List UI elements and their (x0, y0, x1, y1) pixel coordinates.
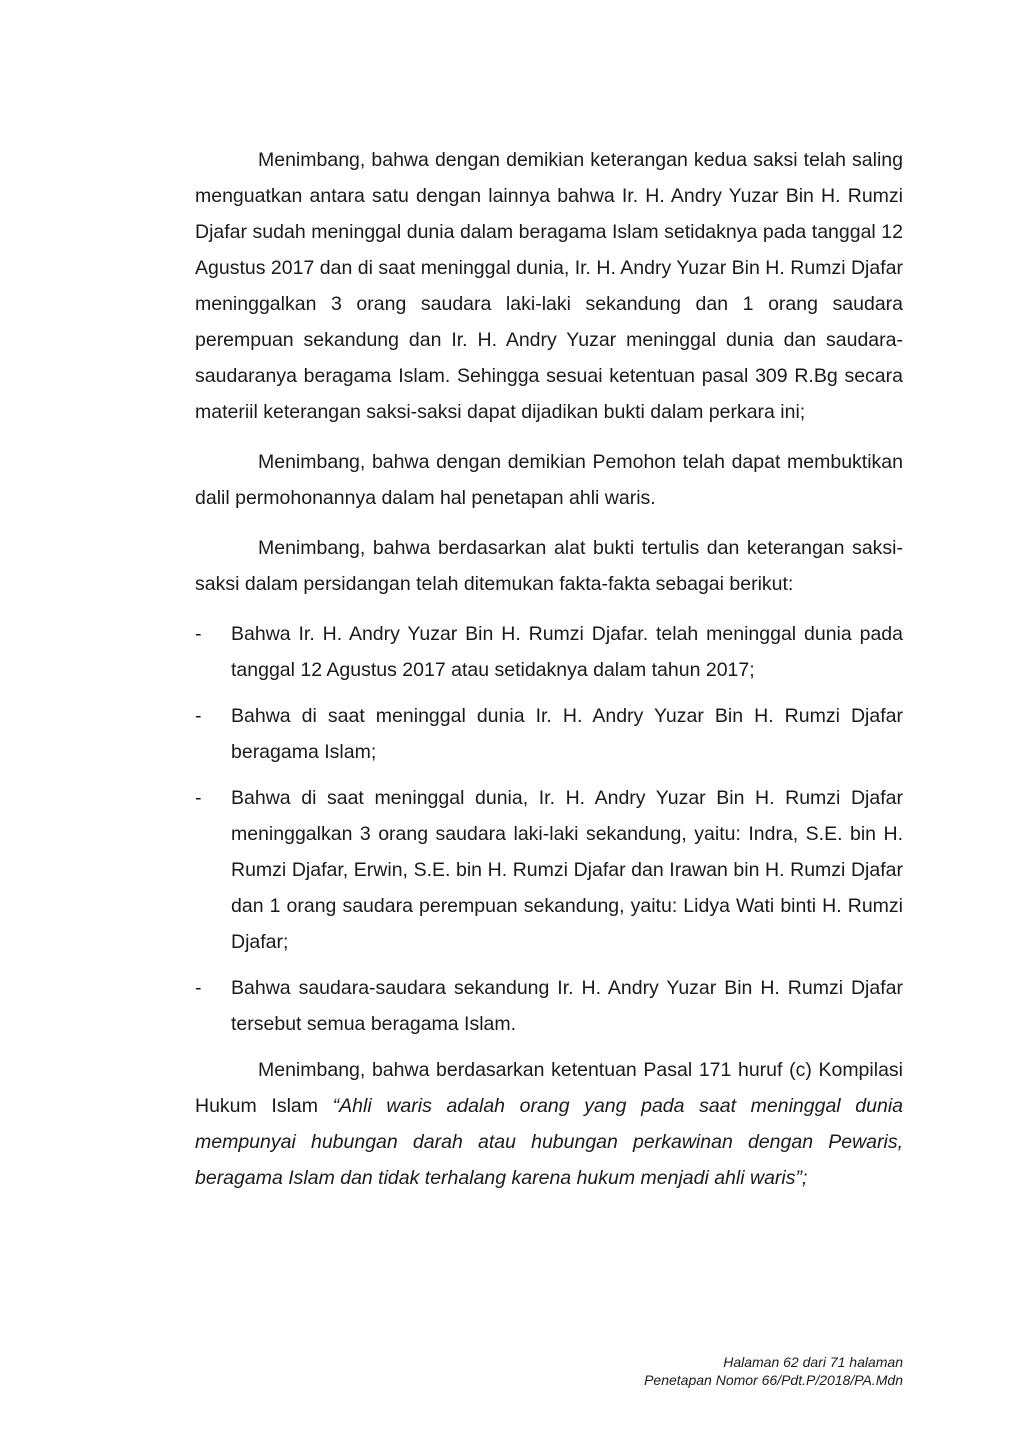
fact-item (195, 698, 903, 770)
document-body (195, 142, 903, 1210)
fact-text: Bahwa Ir. H. Andry Yuzar Bin H. Rumzi Djafar. telah meninggal dunia pada tanggal 12 Agustus 2017 atau setidaknya dalam tahun 2017; (231, 623, 903, 681)
bullet-dash: - (195, 705, 202, 727)
fact-item (195, 616, 903, 688)
bullet-dash: - (195, 787, 202, 809)
paragraph-legal-basis (195, 1052, 903, 1196)
page-footer (644, 1353, 903, 1389)
paragraph-facts-intro: Menimbang, bahwa berdasarkan alat bukti tertulis dan keterangan saksi-saksi dalam persidangan telah ditemukan fakta-fakta sebagai berikut: (195, 537, 903, 595)
fact-text: Bahwa di saat meninggal dunia Ir. H. Andry Yuzar Bin H. Rumzi Djafar beragama Islam; (231, 705, 903, 763)
document-number: Penetapan Nomor 66/Pdt.P/2018/PA.Mdn (644, 1372, 903, 1388)
fact-item (195, 780, 903, 960)
bullet-dash: - (195, 623, 202, 645)
legal-basis-intro: Menimbang, bahwa berdasarkan ketentuan Pasal 171 huruf (c) Kompilasi Hukum Islam (195, 1059, 903, 1117)
fact-text: Bahwa di saat meninggal dunia, Ir. H. Andry Yuzar Bin H. Rumzi Djafar meninggalkan 3 orang saudara laki-laki sekandung, yaitu: Indra, S.E. bin H. Rumzi Djafar, Erwin, S.E. bin H. Rumzi Djafar dan Irawan bin H. Rumzi Djafar dan 1 orang saudara perempuan sekandung, yaitu: Lidya Wati binti H. Rumzi Djafar; (231, 787, 903, 953)
fact-item (195, 970, 903, 1042)
legal-quote: “Ahli waris adalah orang yang pada saat meninggal dunia mempunyai hubungan darah atau hubungan perkawinan dengan Pewaris, beragama Islam dan tidak terhalang karena hukum menjadi ahli waris”; (195, 1095, 903, 1189)
page-number-info: Halaman 62 dari 71 halaman (723, 1354, 903, 1370)
paragraph-witness-consideration: Menimbang, bahwa dengan demikian keterangan kedua saksi telah saling menguatkan antara satu dengan lainnya bahwa Ir. H. Andry Yuzar Bin H. Rumzi Djafar sudah meninggal dunia dalam beragama Islam setidaknya pada tanggal 12 Agustus 2017 dan di saat meninggal dunia, Ir. H. Andry Yuzar Bin H. Rumzi Djafar meninggalkan 3 orang saudara laki-laki sekandung dan 1 orang saudara perempuan sekandung dan Ir. H. Andry Yuzar meninggal dunia dan saudara-saudaranya beragama Islam. Sehingga sesuai ketentuan pasal 309 R.Bg secara materiil keterangan saksi-saksi dapat dijadikan bukti dalam perkara ini; (195, 149, 903, 423)
bullet-dash: - (195, 977, 202, 999)
fact-text: Bahwa saudara-saudara sekandung Ir. H. Andry Yuzar Bin H. Rumzi Djafar tersebut semua beragama Islam. (231, 977, 903, 1035)
paragraph-petitioner-proof: Menimbang, bahwa dengan demikian Pemohon telah dapat membuktikan dalil permohonannya dalam hal penetapan ahli waris. (195, 451, 903, 509)
